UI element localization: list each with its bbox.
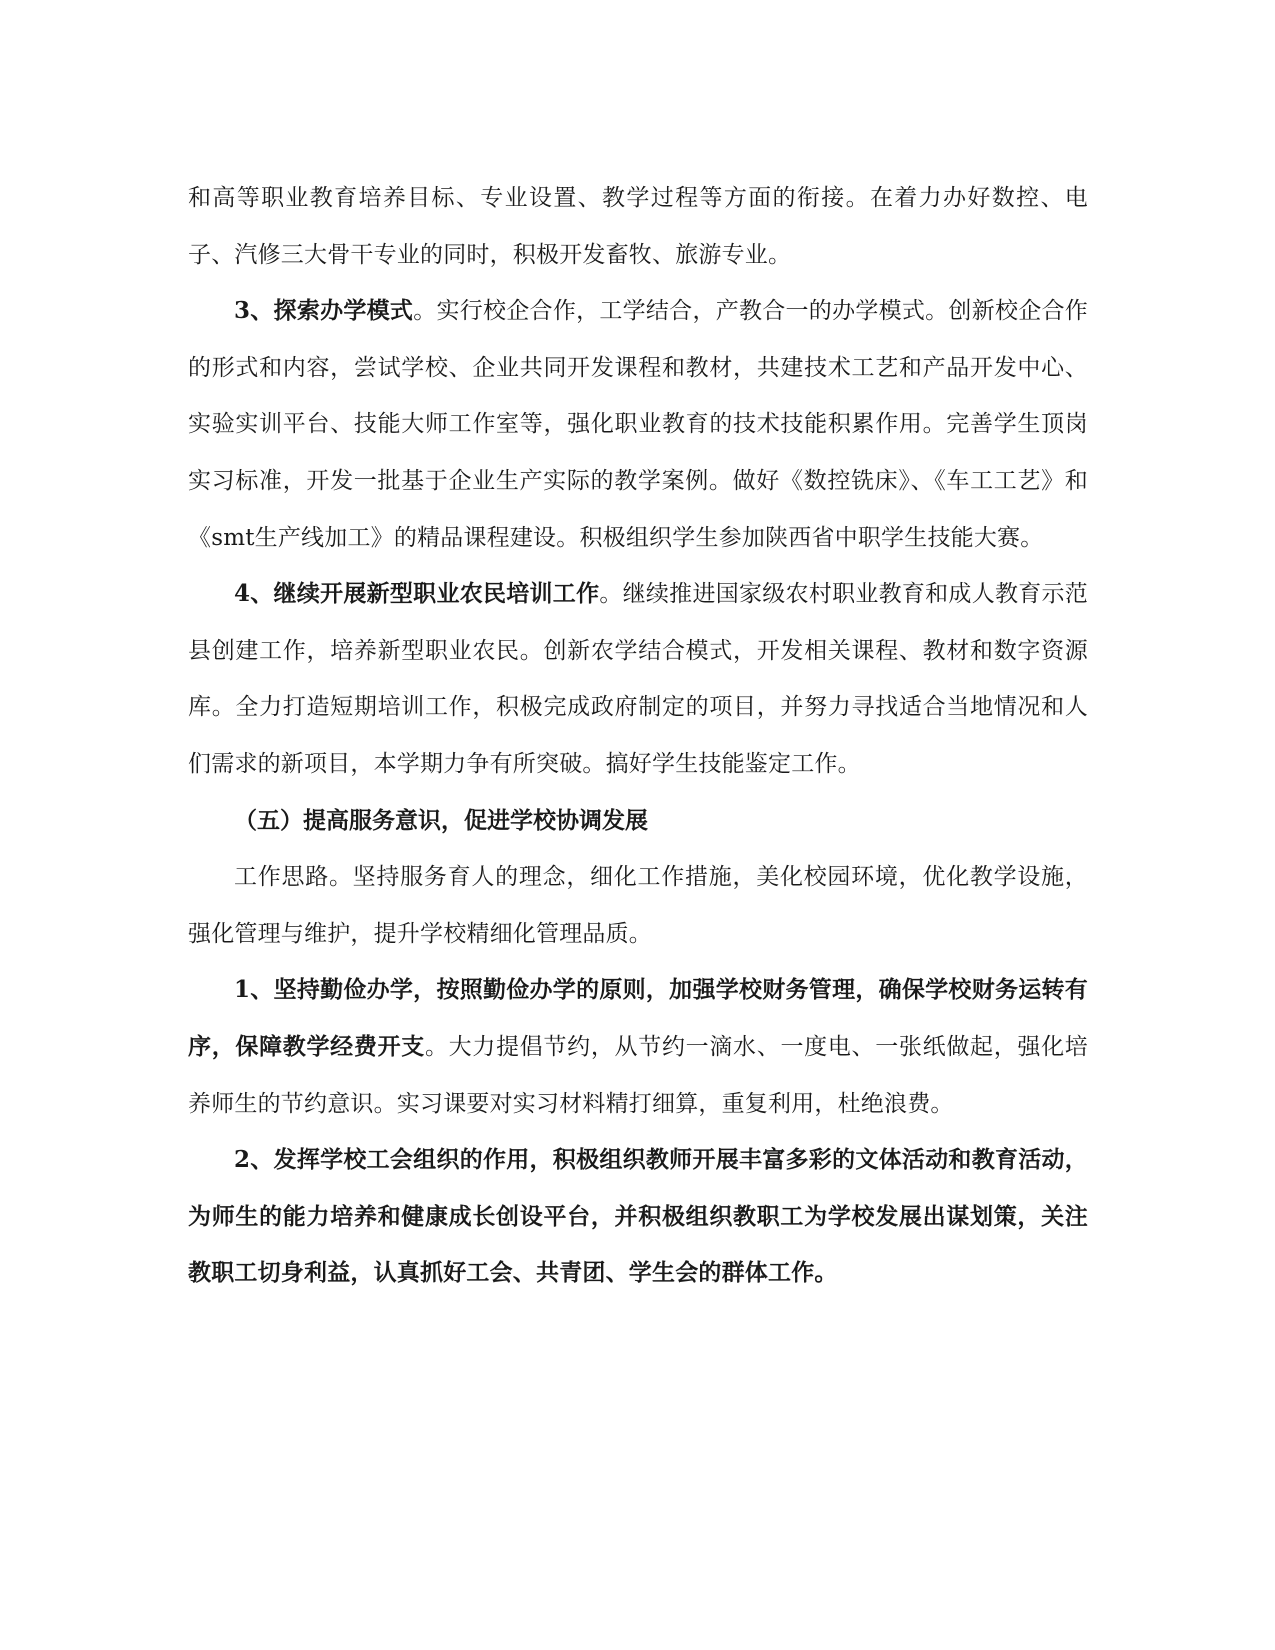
paragraph-bold-lead: 4、继续开展新型职业农民培训工作 (234, 580, 600, 608)
paragraph-bold-lead: 2、发挥学校工会组织的作用，积极组织教师开展丰富多彩的文体活动和教育活动，为师生的能力培养和健康成长创设平台，并积极组织教职工为学校发展出谋划策，关注教职工切身利益，认真抓好工会、共青团、学生会的群体工作 (188, 1146, 1088, 1287)
section-heading: （五）提高服务意识，促进学校协调发展 (234, 806, 648, 834)
paragraph-text: 工作思路。坚持服务育人的理念，细化工作措施，美化校园环境，优化教学设施，强化管理与维护，提升学校精细化管理品质。 (188, 864, 1088, 947)
paragraph-3 (188, 566, 1088, 792)
paragraph-2 (188, 283, 1088, 566)
paragraph-5 (188, 962, 1088, 1132)
paragraph-text: 。继续推进国家级农村职业教育和成人教育示范县创建工作，培养新型职业农民。创新农学结合模式，开发相关课程、教材和数字资源库。全力打造短期培训工作，积极完成政府制定的项目，并努力寻找适合当地情况和人们需求的新项目，本学期力争有所突破。搞好学生技能鉴定工作。 (188, 581, 1088, 777)
paragraph-1 (188, 170, 1088, 283)
paragraph-bold-lead: 1、坚持勤俭办学，按照勤俭办学的原则，加强学校财务管理，确保学校财务运转有序，保障教学经费开支 (188, 976, 1088, 1060)
document-body (188, 170, 1088, 1302)
paragraph-text: 和高等职业教育培养目标、专业设置、教学过程等方面的衔接。在着力办好数控、电子、汽修三大骨干专业的同时，积极开发畜牧、旅游专业。 (188, 185, 1088, 268)
paragraph-6 (188, 1132, 1088, 1302)
paragraph-text: 。大力提倡节约，从节约一滴水、一度电、一张纸做起，强化培养师生的节约意识。实习课要对实习材料精打细算，重复利用，杜绝浪费。 (188, 1033, 1089, 1117)
paragraph-text: 。 (814, 1259, 838, 1287)
paragraph-4 (188, 849, 1088, 962)
paragraph-bold-lead: 3、探索办学模式 (234, 297, 414, 325)
paragraph-text: 。实行校企合作，工学结合，产教合一的办学模式。创新校企合作的形式和内容，尝试学校、企业共同开发课程和教材，共建技术工艺和产品开发中心、实验实训平台、技能大师工作室等，强化职业教育的技术技能积累作用。完善学生顶岗实习标准，开发一批基于企业生产实际的教学案例。做好《数控铣床》、《车工工艺》和《smt生产线加工》的精品课程建设。积极组织学生参加陕西省中职学生技能大赛。 (188, 298, 1088, 551)
